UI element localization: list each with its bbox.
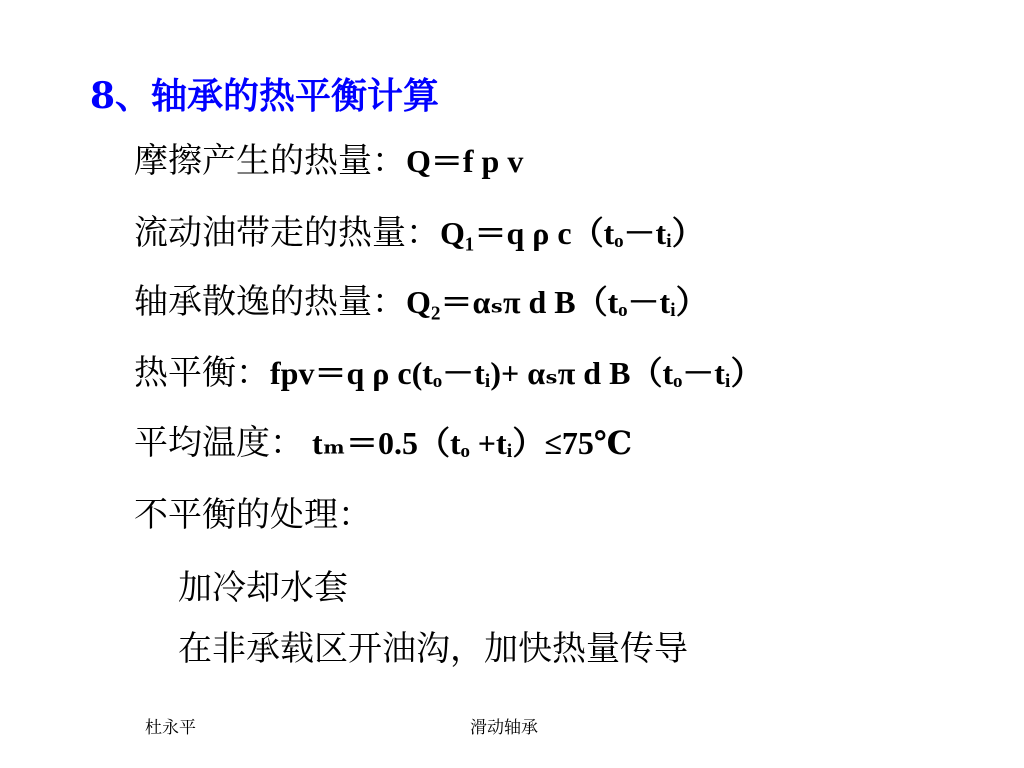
imbalance-treatment-line [134, 492, 372, 538]
bearing-dissipation-formula: Q₂＝αₛπ d B（tₒ－tᵢ） [406, 284, 708, 320]
bearing-dissipation-label: 轴承散逸的热量： [134, 282, 406, 322]
cooling-jacket-item: 加冷却水套 [178, 568, 348, 608]
oil-heat-label: 流动油带走的热量： [134, 213, 440, 253]
slide-title: 8、轴承的热平衡计算 [90, 75, 440, 117]
oil-heat-formula: Q₁＝q ρ c（tₒ－tᵢ） [440, 215, 704, 251]
heat-balance-label: 热平衡： [134, 353, 270, 393]
oil-heat-line [134, 210, 704, 256]
friction-heat-line [134, 138, 523, 184]
footer-topic: 滑动轴承 [470, 718, 538, 738]
oil-groove-item: 在非承载区开油沟，加快热量传导 [178, 629, 688, 669]
imbalance-treatment-label: 不平衡的处理： [134, 495, 372, 535]
heat-balance-line [134, 350, 763, 396]
heat-balance-formula: fpv＝q ρ c(tₒ－tᵢ)+ αₛπ d B（tₒ－tᵢ） [270, 355, 763, 391]
friction-heat-formula: Q＝f p v [406, 143, 524, 179]
bearing-dissipation-line [134, 279, 708, 325]
footer-author: 杜永平 [145, 718, 196, 738]
average-temperature-line [134, 420, 632, 466]
average-temperature-label: 平均温度： [134, 423, 304, 463]
friction-heat-label: 摩擦产生的热量： [134, 141, 406, 181]
average-temperature-formula: tₘ＝0.5（tₒ +tᵢ）≤75℃ [304, 425, 633, 461]
